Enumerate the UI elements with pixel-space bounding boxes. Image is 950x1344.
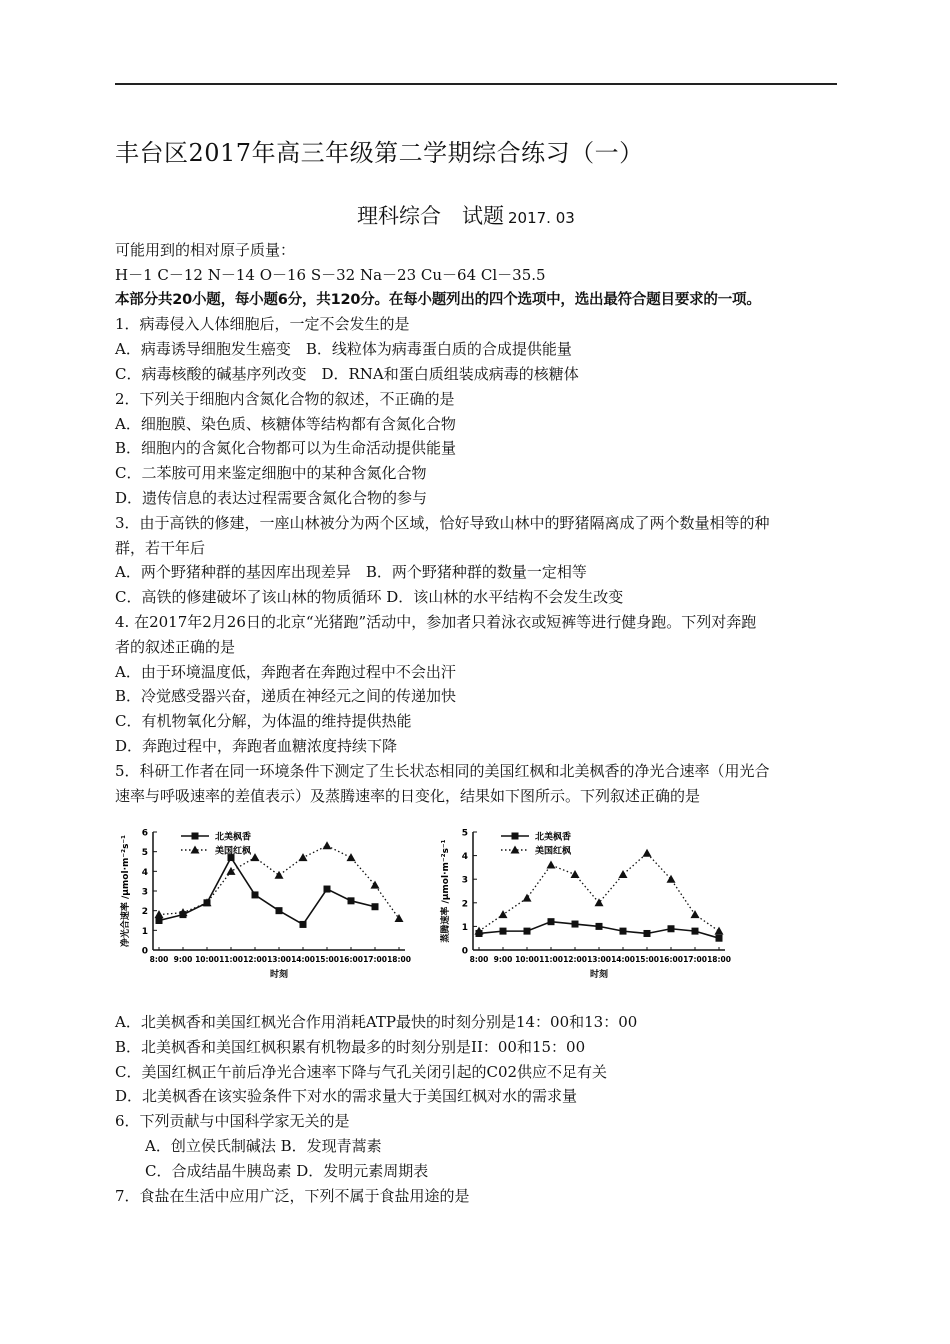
y-tick-label: 0: [141, 946, 148, 957]
data-point-square: [644, 930, 651, 937]
x-tick-label: 11:00: [219, 955, 243, 964]
data-point-square: [500, 928, 507, 935]
text-line: 5．科研工作者在同一环境条件下测定了生长状态相同的美国红枫和北美枫香的净光合速率（用光合: [115, 761, 770, 780]
text-line: A．创立侯氏制碱法 B．发现青蒿素: [145, 1136, 382, 1155]
text-line: 群，若干年后: [115, 538, 206, 557]
data-point-triangle: [523, 894, 532, 902]
header-rule: [115, 83, 837, 85]
data-point-triangle: [323, 841, 332, 849]
data-point-triangle: [499, 910, 508, 918]
question-text-block-2: [115, 1010, 845, 1208]
y-tick-label: 1: [461, 922, 468, 933]
data-point-triangle: [227, 867, 236, 875]
text-line: 6．下列贡献与中国科学家无关的是: [115, 1112, 350, 1131]
text-line: C．美国红枫正午前后净光合速率下降与气孔关闭引起的C02供应不足有关: [115, 1062, 608, 1081]
x-tick-label: 18:00: [707, 955, 731, 964]
question-text-block-1: [115, 238, 845, 808]
x-tick-label: 15:00: [635, 955, 659, 964]
text-line: B．细胞内的含氮化合物都可以为生命活动提供能量: [115, 439, 457, 458]
data-point-square: [620, 928, 627, 935]
text-line: C．二苯胺可用来鉴定细胞中的某种含氮化合物: [115, 464, 427, 483]
data-point-triangle: [275, 871, 284, 879]
data-point-square: [348, 897, 355, 904]
text-line: 者的叙述正确的是: [115, 637, 236, 656]
data-point-square: [692, 928, 699, 935]
text-line: D．遗传信息的表达过程需要含氮化合物的参与: [115, 488, 428, 507]
data-point-square: [572, 921, 579, 928]
y-axis-label: 净光合速率 /μmol·m⁻²s⁻¹: [121, 834, 131, 948]
data-point-triangle: [371, 881, 380, 889]
data-point-triangle: [691, 910, 700, 918]
text-line: H－1 C－12 N－14 O－16 S－32 Na－23 Cu－64 Cl－35.5: [115, 265, 546, 284]
text-line: C．高铁的修建破坏了该山林的物质循环 D．该山林的水平结构不会发生改变: [115, 588, 624, 607]
text-line: B．冷觉感受器兴奋，递质在神经元之间的传递加快: [115, 687, 457, 706]
page-title: 丰台区2017年高三年级第二学期综合练习（一）: [115, 139, 644, 167]
data-point-square: [324, 886, 331, 893]
data-point-square: [668, 925, 675, 932]
y-tick-label: 1: [141, 926, 148, 937]
x-tick-label: 11:00: [539, 955, 563, 964]
x-tick-label: 16:00: [659, 955, 683, 964]
legend-label: 美国红枫: [215, 846, 252, 857]
y-tick-label: 2: [461, 899, 468, 910]
y-tick-label: 6: [141, 828, 148, 839]
x-tick-label: 9:00: [173, 955, 193, 964]
y-tick-label: 4: [461, 852, 468, 863]
x-tick-label: 12:00: [563, 955, 587, 964]
legend-label: 北美枫香: [215, 832, 252, 843]
data-point-triangle: [715, 927, 724, 935]
legend-marker-square: [512, 833, 519, 840]
text-line: C．合成结晶牛胰岛素 D．发明元素周期表: [145, 1161, 429, 1180]
text-line: 4. 在2017年2月26日的北京“光猪跑”活动中，参加者只着泳衣或短裤等进行健身跑。下列对奔跑: [115, 612, 757, 631]
text-line: A．北美枫香和美国红枫光合作用消耗ATP最快的时刻分别是14：00和13：00: [115, 1013, 638, 1031]
data-point-square: [372, 903, 379, 910]
data-point-triangle: [299, 853, 308, 861]
data-point-square: [524, 928, 531, 935]
text-line: B．北美枫香和美国红枫积累有机物最多的时刻分别是II：00和15：00: [115, 1037, 586, 1056]
x-tick-label: 16:00: [339, 955, 363, 964]
x-axis-label: 时刻: [589, 970, 609, 980]
legend-marker-square: [192, 833, 199, 840]
x-tick-label: 17:00: [363, 955, 387, 964]
x-tick-label: 9:00: [493, 955, 513, 964]
page-subtitle: [357, 200, 575, 230]
data-point-triangle: [667, 875, 676, 883]
figure-charts: [115, 820, 845, 1000]
text-line: 可能用到的相对原子质量：: [115, 241, 296, 259]
text-line: D．北美枫香在该实验条件下对水的需求量大于美国红枫对水的需求量: [115, 1087, 578, 1106]
data-point-triangle: [643, 849, 652, 857]
x-tick-label: 10:00: [515, 955, 539, 964]
x-tick-label: 18:00: [387, 955, 411, 964]
text-line: C．病毒核酸的碱基序列改变 D．RNA和蛋白质组装成病毒的核糖体: [115, 364, 579, 383]
data-point-triangle: [571, 870, 580, 878]
subtitle-text: 理科综合 试题: [357, 204, 504, 228]
y-tick-label: 3: [461, 875, 468, 886]
y-axis-label: 蒸腾速率 /μmol·m⁻²s⁻¹: [441, 839, 451, 943]
data-point-triangle: [619, 870, 628, 878]
text-line: C．有机物氧化分解，为体温的维持提供热能: [115, 712, 412, 731]
data-point-triangle: [395, 914, 404, 922]
net-photosynthesis-chart: [115, 820, 415, 1000]
text-line: 3．由于高铁的修建，一座山林被分为两个区域，恰好导致山林中的野猪隔离成了两个数量相等的种: [115, 513, 770, 532]
data-point-square: [716, 935, 723, 942]
x-tick-label: 13:00: [267, 955, 291, 964]
y-tick-label: 5: [141, 848, 148, 859]
x-tick-label: 17:00: [683, 955, 707, 964]
legend-label: 北美枫香: [535, 832, 572, 843]
text-line: A．细胞膜、染色质、核糖体等结构都有含氮化合物: [115, 414, 456, 433]
data-point-square: [252, 891, 259, 898]
data-point-square: [300, 921, 307, 928]
data-point-triangle: [155, 910, 164, 918]
x-tick-label: 8:00: [149, 955, 169, 964]
data-point-square: [276, 907, 283, 914]
text-line: A．两个野猪种群的基因库出现差异 B．两个野猪种群的数量一定相等: [115, 563, 587, 582]
x-tick-label: 8:00: [469, 955, 489, 964]
series-line-1: [479, 853, 719, 931]
x-tick-label: 15:00: [315, 955, 339, 964]
x-tick-label: 14:00: [291, 955, 315, 964]
y-tick-label: 0: [461, 946, 468, 957]
text-line: 速率与呼吸速率的差值表示）及蒸腾速率的日变化，结果如下图所示。下列叙述正确的是: [115, 786, 701, 805]
x-axis-label: 时刻: [269, 970, 289, 980]
text-line: A．由于环境温度低，奔跑者在奔跑过程中不会出汗: [115, 662, 456, 681]
series-line-0: [159, 858, 375, 925]
text-line: 2．下列关于细胞内含氮化合物的叙述，不正确的是: [115, 389, 455, 408]
y-tick-label: 4: [141, 867, 148, 878]
data-point-square: [596, 923, 603, 930]
x-tick-label: 10:00: [195, 955, 219, 964]
text-line: A．病毒诱导细胞发生癌变 B．线粒体为病毒蛋白质的合成提供能量: [115, 340, 572, 359]
y-tick-label: 5: [461, 828, 468, 839]
y-tick-label: 3: [141, 887, 148, 898]
x-tick-label: 13:00: [587, 955, 611, 964]
x-tick-label: 14:00: [611, 955, 635, 964]
transpiration-chart: [435, 820, 745, 1000]
data-point-square: [548, 918, 555, 925]
data-point-triangle: [547, 861, 556, 869]
text-line: D．奔跑过程中，奔跑者血糖浓度持续下降: [115, 736, 398, 755]
y-tick-label: 2: [141, 907, 148, 918]
text-line: 本部分共20小题，每小题6分，共120分。在每小题列出的四个选项中，选出最符合题目要求的一项。: [115, 291, 761, 308]
text-line: 7．食盐在生活中应用广泛，下列不属于食盐用途的是: [115, 1186, 470, 1205]
legend-label: 美国红枫: [535, 846, 572, 857]
text-line: 1．病毒侵入人体细胞后，一定不会发生的是: [115, 315, 410, 334]
exam-date: 2017. 03: [508, 209, 575, 227]
x-tick-label: 12:00: [243, 955, 267, 964]
data-point-triangle: [347, 853, 356, 861]
data-point-triangle: [251, 853, 260, 861]
